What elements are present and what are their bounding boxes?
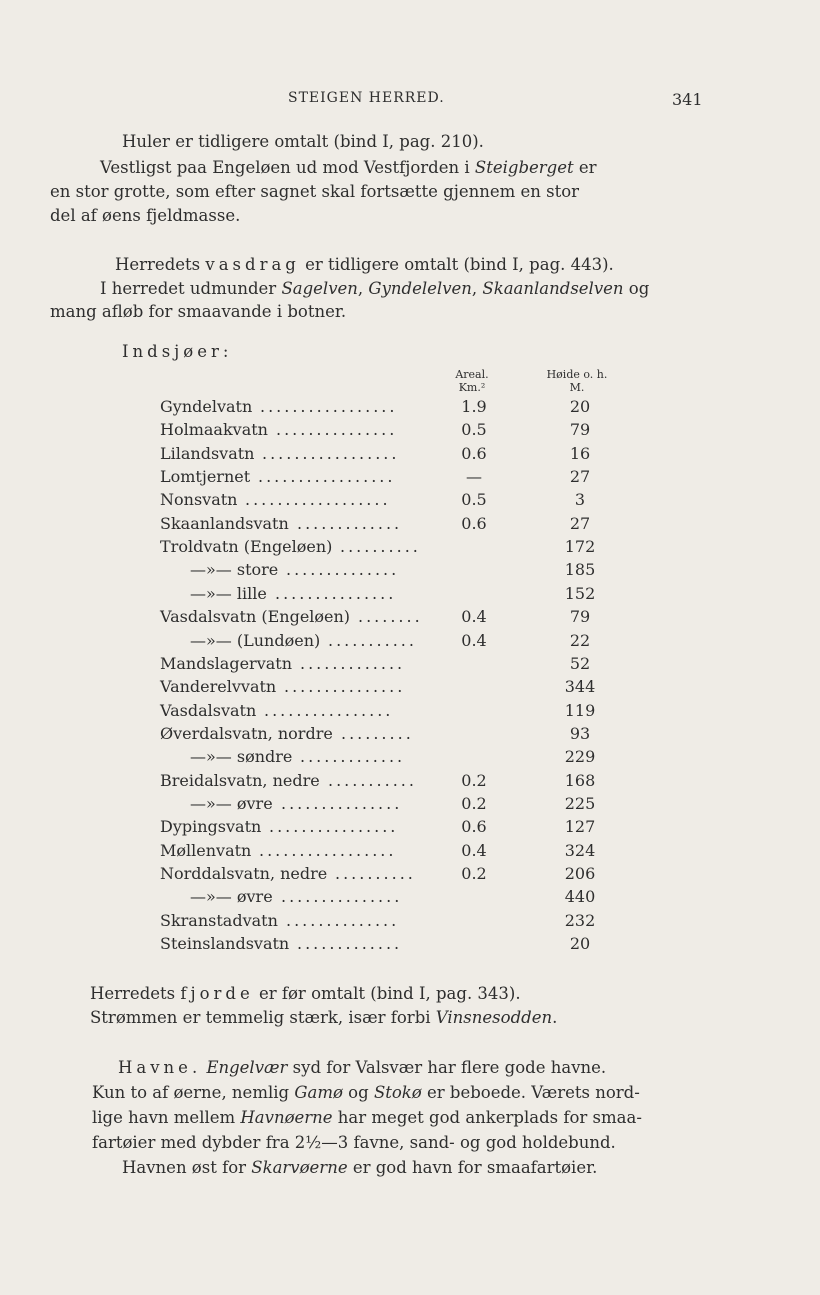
- lake-height: 93: [569, 723, 591, 743]
- leader-dots: ..............: [286, 560, 400, 580]
- lake-area: 0.5: [461, 420, 487, 440]
- lake-name: Nonsvatn: [160, 490, 238, 510]
- lake-name: Steinslandsvatn: [160, 934, 290, 954]
- leader-dots: .............: [297, 513, 403, 533]
- table-row: [160, 701, 600, 724]
- caves-line-2: Vestligst paa Engeløen ud mod Vestfjorden i Steigberget er: [100, 158, 597, 177]
- lake-area: 0.6: [461, 817, 487, 837]
- leader-dots: ...........: [328, 630, 417, 650]
- table-row: [160, 747, 600, 770]
- lakes-heading: Indsjøer:: [122, 342, 233, 361]
- lake-height: 232: [564, 910, 596, 930]
- lake-height: 79: [569, 420, 591, 440]
- page-number: 341: [672, 90, 703, 109]
- leader-dots: .............: [297, 934, 403, 954]
- col-header-height: Høide o. h. M.: [546, 368, 608, 394]
- caves-line-3: en stor grotte, som efter sagnet skal fortsætte gjennem en stor: [50, 182, 580, 201]
- lake-name: Vanderelvvatn: [160, 677, 277, 697]
- lake-area: 0.2: [461, 793, 487, 813]
- lake-name: Norddalsvatn, nedre: [160, 864, 328, 883]
- lake-height: 22: [569, 630, 591, 650]
- leader-dots: ...........: [328, 770, 417, 790]
- lake-area: 0.2: [461, 770, 487, 790]
- leader-dots: .................: [262, 443, 400, 463]
- place-steigberget: Steigberget: [474, 158, 574, 177]
- lake-area: —: [466, 467, 482, 487]
- lake-area: 0.4: [461, 607, 487, 627]
- lake-name: Dypingsvatn: [160, 817, 262, 837]
- lake-name: Skranstadvatn: [160, 910, 278, 930]
- fjords-line-1: Herredets fjorde er før omtalt (bind I, pag. 343).: [90, 984, 521, 1003]
- table-row: [160, 420, 600, 443]
- lake-name: Lilandsvatn: [160, 443, 255, 463]
- leader-dots: ...............: [284, 677, 406, 697]
- leader-dots: ...............: [276, 420, 398, 440]
- lake-height: 344: [564, 677, 596, 697]
- leader-dots: ...............: [275, 583, 397, 603]
- lake-area: 0.6: [461, 513, 487, 533]
- lake-area: 0.5: [461, 490, 487, 510]
- lake-height: 79: [569, 607, 591, 627]
- lake-height: 185: [564, 560, 596, 580]
- table-row: [160, 560, 600, 583]
- harbours-line-1: Havne. Engelvær syd for Valsvær har flere gode havne.: [118, 1058, 607, 1077]
- lake-name: Holmaakvatn: [160, 420, 268, 440]
- lake-area: 0.4: [461, 630, 487, 650]
- lake-height: 206: [564, 864, 596, 883]
- lake-name: —»— (Lundøen): [190, 630, 321, 650]
- lake-name: —»— øvre: [190, 887, 273, 907]
- table-row: [160, 934, 600, 957]
- lake-name: Breidalsvatn, nedre: [160, 770, 320, 790]
- lake-height: 168: [564, 770, 596, 790]
- lake-height: 16: [569, 443, 591, 463]
- leader-dots: .................: [258, 467, 396, 487]
- table-row: [160, 537, 600, 560]
- lake-name: Skaanlandsvatn: [160, 513, 289, 533]
- lake-name: Gyndelvatn: [160, 397, 253, 416]
- watercourses-line-3: mang afløb for smaavande i botner.: [50, 302, 347, 321]
- lake-name: —»— store: [190, 560, 279, 580]
- leader-dots: ..........: [335, 864, 416, 883]
- lake-height: 3: [574, 490, 586, 510]
- lake-name: Vasdalsvatn (Engeløen): [160, 607, 351, 627]
- table-row: [160, 467, 600, 490]
- lake-height: 172: [564, 537, 596, 557]
- table-row: [160, 911, 600, 934]
- lake-height: 119: [564, 700, 596, 720]
- table-row: [160, 514, 600, 537]
- table-row: [160, 631, 600, 654]
- harbours-line-2: Kun to af øerne, nemlig Gamø og Stokø er beboede. Værets nord-: [92, 1083, 640, 1102]
- table-row: [160, 794, 600, 817]
- lake-area: 0.2: [461, 864, 487, 883]
- lake-name: —»— øvre: [190, 793, 273, 813]
- lake-name: Øverdalsvatn, nordre: [160, 723, 333, 743]
- lake-height: 152: [564, 583, 596, 603]
- lake-name: —»— søndre: [190, 747, 293, 767]
- leader-dots: ..............: [286, 910, 400, 930]
- lake-area: 1.9: [461, 397, 487, 416]
- leader-dots: .............: [300, 747, 406, 767]
- lake-height: 27: [569, 467, 591, 487]
- watercourses-line-2: I herredet udmunder Sagelven, Gyndelelven, Skaanlandselven og: [100, 279, 650, 298]
- table-row: [160, 724, 600, 747]
- table-row: [160, 607, 600, 630]
- harbours-line-5: Havnen øst for Skarvøerne er god havn for smaafartøier.: [122, 1158, 598, 1177]
- leader-dots: ................: [264, 700, 394, 720]
- lake-height: 324: [564, 840, 596, 860]
- leader-dots: ...............: [281, 793, 403, 813]
- lake-height: 225: [564, 793, 596, 813]
- leader-dots: .................: [260, 397, 398, 416]
- lake-name: —»— lille: [190, 583, 267, 603]
- leader-dots: ........: [358, 607, 423, 627]
- lake-height: 52: [569, 653, 591, 673]
- lake-height: 229: [564, 747, 596, 767]
- lake-area: 0.4: [461, 840, 487, 860]
- lake-name: Lomtjernet: [160, 467, 251, 487]
- table-row: [160, 841, 600, 864]
- table-row: [160, 584, 600, 607]
- lake-name: Møllenvatn: [160, 840, 252, 860]
- lake-area: 0.6: [461, 443, 487, 463]
- table-row: [160, 490, 600, 513]
- lake-name: Vasdalsvatn: [160, 700, 257, 720]
- table-row: [160, 677, 600, 700]
- table-row: [160, 397, 600, 420]
- table-row: [160, 654, 600, 677]
- table-row: [160, 444, 600, 467]
- lake-height: 20: [569, 934, 591, 954]
- leader-dots: .............: [300, 653, 406, 673]
- lake-height: 20: [569, 397, 591, 416]
- table-row: [160, 771, 600, 794]
- lake-height: 27: [569, 513, 591, 533]
- table-row: [160, 817, 600, 840]
- harbours-line-4: fartøier med dybder fra 2½—3 favne, sand- og god holdebund.: [92, 1133, 616, 1152]
- leader-dots: ...............: [281, 887, 403, 907]
- leader-dots: ................: [269, 817, 399, 837]
- table-row: [160, 887, 600, 910]
- watercourses-line-1: Herredets vasdrag er tidligere omtalt (bind I, pag. 443).: [115, 255, 614, 274]
- harbours-line-3: lige havn mellem Havnøerne har meget god ankerplads for smaa-: [92, 1108, 642, 1127]
- lake-name: Troldvatn (Engeløen): [160, 537, 333, 557]
- lake-name: Mandslagervatn: [160, 653, 293, 673]
- lake-height: 440: [564, 887, 596, 907]
- leader-dots: ..................: [245, 490, 391, 510]
- leader-dots: .........: [341, 723, 414, 743]
- running-header-title: STEIGEN HERRED.: [288, 90, 445, 106]
- fjords-line-2: Strømmen er temmelig stærk, især forbi Vinsnesodden.: [90, 1008, 558, 1027]
- table-row: [160, 864, 600, 887]
- caves-line-1: Huler er tidligere omtalt (bind I, pag. 210).: [122, 132, 484, 151]
- leader-dots: .................: [259, 840, 397, 860]
- caves-line-4: del af øens fjeldmasse.: [50, 206, 241, 225]
- leader-dots: ..........: [340, 537, 421, 557]
- lake-height: 127: [564, 817, 596, 837]
- col-header-area: Areal. Km.²: [455, 368, 489, 394]
